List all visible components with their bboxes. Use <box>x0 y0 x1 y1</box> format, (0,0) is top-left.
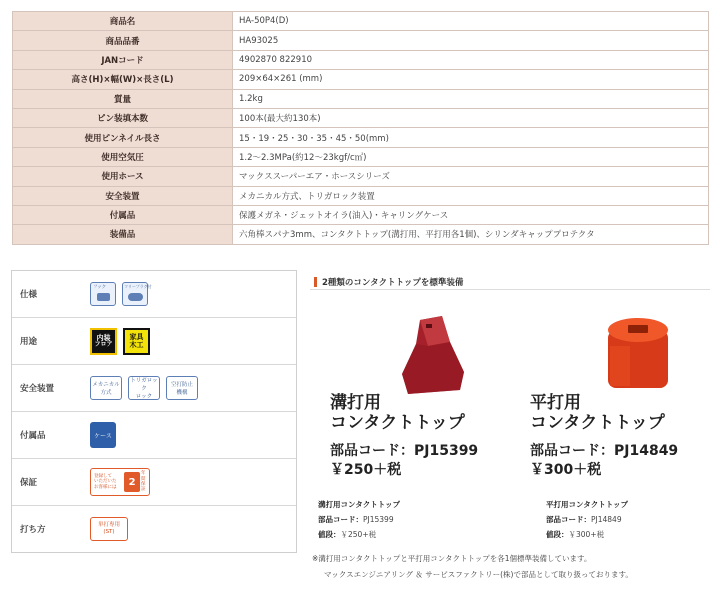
feature-label: 付属品 <box>20 431 46 441</box>
spec-row <box>13 108 709 127</box>
section-divider <box>310 289 710 290</box>
warranty-badge: 登録して いただいた お客様には 2 年間 保証 <box>90 468 150 496</box>
spec-label: 高さ(H)×幅(W)×長さ(L) <box>13 70 233 89</box>
note-line: マックスエンジニアリング ＆ サービスファクトリー(株)で部品として取り扱っております。 <box>324 570 633 579</box>
feature-label: 安全装置 <box>20 384 55 394</box>
spec-label: 質量 <box>13 89 233 108</box>
product-info-small: 平打用コンタクトトップ 部品コード：PJ14849 値段：￥300+税 <box>546 500 628 539</box>
feature-row-safety <box>12 365 296 412</box>
free-plug-icon: フリープラグ付 <box>122 282 148 306</box>
furniture-woodwork-badge: 家具 木工 <box>123 328 150 355</box>
feature-label: 仕様 <box>20 290 38 300</box>
hook-icon: フック <box>90 282 116 306</box>
feature-label: 用途 <box>20 337 38 347</box>
feature-table <box>11 270 297 553</box>
spec-label: JANコード <box>13 50 233 69</box>
single-shot-badge: 単打専用 (ST) <box>90 517 128 541</box>
spec-row <box>13 70 709 89</box>
trigger-lock-icon: トリガロック ロック <box>128 376 160 400</box>
spec-row <box>13 186 709 205</box>
spec-row <box>13 89 709 108</box>
spec-value: 六角棒スパナ3mm、コンタクトトップ(溝打用、平打用各1個)、シリンダキャッププロテクタ <box>233 225 709 244</box>
groove-contact-top-image <box>398 312 468 397</box>
interior-floor-badge: 内装 フロア <box>90 328 117 355</box>
spec-value: 4902870 822910 <box>233 50 709 69</box>
spec-label: 使用空気圧 <box>13 147 233 166</box>
product-name: 平打用 コンタクトトップ <box>530 393 665 433</box>
spec-label: 使用ピンネイル長さ <box>13 128 233 147</box>
spec-row <box>13 50 709 69</box>
spec-value: 209×64×261 (mm) <box>233 70 709 89</box>
spec-value: メカニカル方式、トリガロック装置 <box>233 186 709 205</box>
dry-fire-icon: 空打防止 機構 <box>166 376 198 400</box>
case-icon: ケース <box>90 422 116 448</box>
spec-row <box>13 147 709 166</box>
feature-row-type <box>12 506 296 552</box>
product-price: ￥300＋税 <box>530 462 602 478</box>
spec-label: 使用ホース <box>13 167 233 186</box>
feature-row-use <box>12 318 296 365</box>
feature-row-warranty <box>12 459 296 506</box>
feature-label: 保証 <box>20 478 38 488</box>
spec-value: HA-50P4(D) <box>233 12 709 31</box>
spec-row <box>13 128 709 147</box>
spec-value: 1.2kg <box>233 89 709 108</box>
product-price: ￥250＋税 <box>330 462 402 478</box>
mechanical-icon: メカニカル 方式 <box>90 376 122 400</box>
feature-row-accessory <box>12 412 296 459</box>
spec-value: HA93025 <box>233 31 709 50</box>
spec-row <box>13 205 709 224</box>
spec-value: マックススーパーエア・ホースシリーズ <box>233 167 709 186</box>
spec-row <box>13 31 709 50</box>
spec-row <box>13 167 709 186</box>
product-name: 溝打用 コンタクトトップ <box>330 393 465 433</box>
spec-label: 安全装置 <box>13 186 233 205</box>
section-title: 2種類のコンタクトトップを標準装備 <box>314 276 463 288</box>
spec-table <box>12 11 709 245</box>
feature-row-spec <box>12 271 296 318</box>
product-code: 部品コード：PJ15399 <box>330 443 479 459</box>
spec-row <box>13 225 709 244</box>
spec-value: 保護メガネ・ジェットオイラ(油入)・キャリングケース <box>233 205 709 224</box>
product-code: 部品コード：PJ14849 <box>530 443 679 459</box>
spec-value: 15・19・25・30・35・45・50(mm) <box>233 128 709 147</box>
product-info-small: 溝打用コンタクトトップ 部品コード：PJ15399 値段：￥250+税 <box>318 500 400 539</box>
spec-label: 付属品 <box>13 205 233 224</box>
note-line: ※溝打用コンタクトトップと平打用コンタクトトップを各1個標準装備しています。 <box>312 554 592 563</box>
spec-value: 100本(最大約130本) <box>233 108 709 127</box>
spec-row <box>13 12 709 31</box>
spec-value: 1.2〜2.3MPa(約12〜23kgf/c㎡) <box>233 147 709 166</box>
spec-label: 商品名 <box>13 12 233 31</box>
spec-label: ピン装填本数 <box>13 108 233 127</box>
spec-label: 商品品番 <box>13 31 233 50</box>
feature-label: 打ち方 <box>20 525 46 535</box>
section-bar <box>314 277 317 287</box>
flat-contact-top-image <box>598 316 678 396</box>
spec-label: 装備品 <box>13 225 233 244</box>
